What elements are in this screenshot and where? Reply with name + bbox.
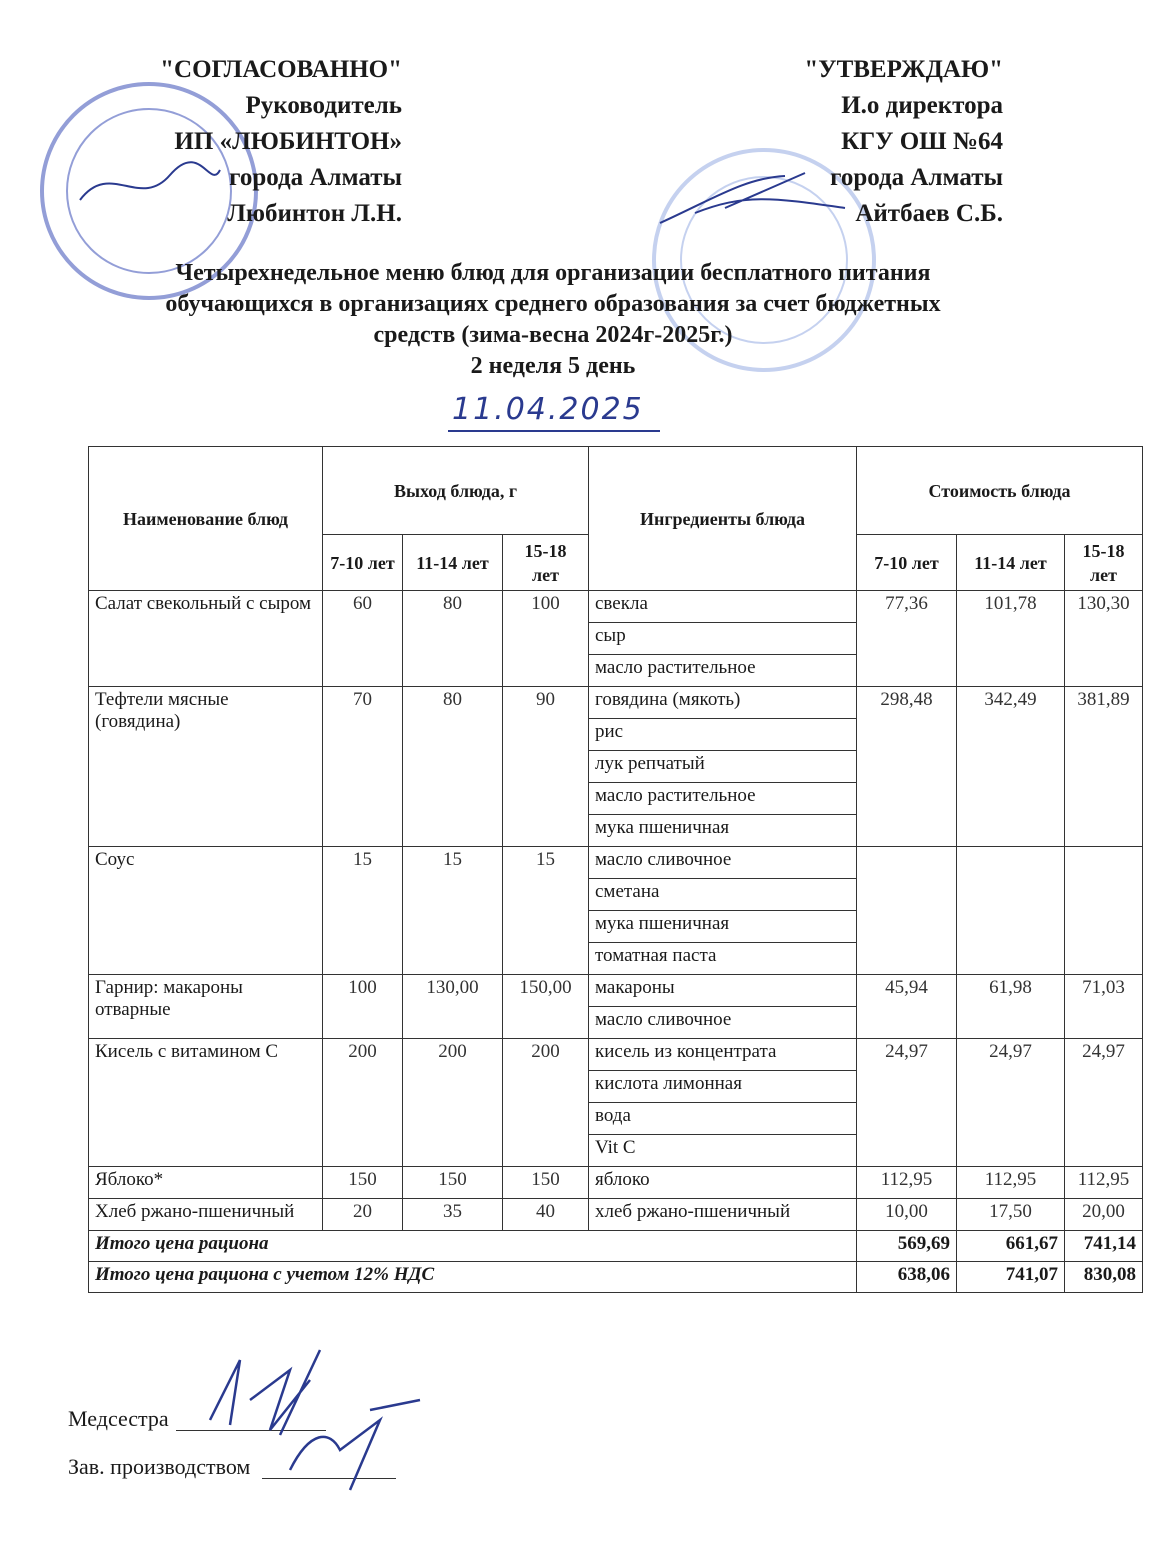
col-cost-age3: 15-18 лет bbox=[1065, 535, 1143, 591]
yield-age1: 70 bbox=[323, 687, 403, 847]
title-line: средств (зима-весна 2024г-2025г.) bbox=[373, 322, 733, 348]
cost-age1: 77,36 bbox=[857, 591, 957, 687]
ingredient: масло растительное bbox=[589, 655, 857, 687]
cost-age3: 130,30 bbox=[1065, 591, 1143, 687]
total-vat-cost-age1: 638,06 bbox=[857, 1262, 957, 1293]
dish-name: Кисель с витамином С bbox=[89, 1039, 323, 1167]
yield-age1: 150 bbox=[323, 1167, 403, 1199]
ingredient: масло сливочное bbox=[589, 1007, 857, 1039]
yield-age1: 15 bbox=[323, 847, 403, 975]
cost-age2: 101,78 bbox=[957, 591, 1065, 687]
dish-name: Хлеб ржано-пшеничный bbox=[89, 1199, 323, 1231]
nurse-label: Медсестра bbox=[68, 1406, 169, 1431]
ingredient: яблоко bbox=[589, 1167, 857, 1199]
left-org: ИП «ЛЮБИНТОН» bbox=[174, 128, 402, 155]
cost-age2 bbox=[957, 847, 1065, 975]
cost-age2: 342,49 bbox=[957, 687, 1065, 847]
title-line: Четырехнедельное меню блюд для организации бесплатного питания bbox=[175, 260, 931, 286]
right-name: Айтбаев С.Б. bbox=[855, 200, 1003, 227]
cost-age1 bbox=[857, 847, 957, 975]
ingredient: томатная паста bbox=[589, 943, 857, 975]
cost-age2: 112,95 bbox=[957, 1167, 1065, 1199]
total-vat-cost-age3: 830,08 bbox=[1065, 1262, 1143, 1293]
cost-age3 bbox=[1065, 847, 1143, 975]
cost-age1: 10,00 bbox=[857, 1199, 957, 1231]
right-city: города Алматы bbox=[830, 164, 1003, 191]
col-yield-age1: 7-10 лет bbox=[323, 535, 403, 591]
left-approval: "СОГЛАСОВАННО" bbox=[160, 56, 402, 83]
table-row bbox=[89, 1039, 1143, 1071]
cost-age2: 24,97 bbox=[957, 1039, 1065, 1167]
yield-age2: 80 bbox=[403, 591, 503, 687]
total-label: Итого цена рациона bbox=[89, 1231, 857, 1262]
ingredient: Vit C bbox=[589, 1135, 857, 1167]
total-cost-age1: 569,69 bbox=[857, 1231, 957, 1262]
title-line: обучающихся в организациях среднего образования за счет бюджетных bbox=[165, 291, 941, 317]
ingredient: сыр bbox=[589, 623, 857, 655]
totals bbox=[89, 1231, 1143, 1293]
yield-age2: 35 bbox=[403, 1199, 503, 1231]
col-cost-age2: 11-14 лет bbox=[957, 535, 1065, 591]
table-row bbox=[89, 975, 1143, 1007]
yield-age2: 150 bbox=[403, 1167, 503, 1199]
dish-name: Гарнир: макароны отварные bbox=[89, 975, 323, 1039]
total-row bbox=[89, 1231, 1143, 1262]
yield-age3: 90 bbox=[503, 687, 589, 847]
total-vat-label: Итого цена рациона с учетом 12% НДС bbox=[89, 1262, 857, 1293]
dish-name: Салат свекольный с сыром bbox=[89, 591, 323, 687]
yield-age3: 150,00 bbox=[503, 975, 589, 1039]
yield-age3: 150 bbox=[503, 1167, 589, 1199]
yield-age3: 100 bbox=[503, 591, 589, 687]
total-cost-age2: 661,67 bbox=[957, 1231, 1065, 1262]
ingredient: свекла bbox=[589, 591, 857, 623]
manager-signature bbox=[280, 1390, 440, 1500]
ingredient: хлеб ржано-пшеничный bbox=[589, 1199, 857, 1231]
cost-age2: 17,50 bbox=[957, 1199, 1065, 1231]
ingredient: кислота лимонная bbox=[589, 1071, 857, 1103]
ingredient: мука пшеничная bbox=[589, 911, 857, 943]
ingredient: мука пшеничная bbox=[589, 815, 857, 847]
right-position: И.о директора bbox=[841, 92, 1003, 119]
col-ingredients: Ингредиенты блюда bbox=[589, 447, 857, 591]
ingredient: масло сливочное bbox=[589, 847, 857, 879]
col-yield-age3: 15-18 лет bbox=[503, 535, 589, 591]
yield-age1: 200 bbox=[323, 1039, 403, 1167]
col-dish-name: Наименование блюд bbox=[89, 447, 323, 591]
ingredient: кисель из концентрата bbox=[589, 1039, 857, 1071]
col-yield: Выход блюда, г bbox=[323, 447, 589, 535]
cost-age1: 298,48 bbox=[857, 687, 957, 847]
ingredient: говядина (мякоть) bbox=[589, 687, 857, 719]
cost-age3: 381,89 bbox=[1065, 687, 1143, 847]
table-row bbox=[89, 1167, 1143, 1199]
ingredient: макароны bbox=[589, 975, 857, 1007]
ingredient: вода bbox=[589, 1103, 857, 1135]
col-cost-age1: 7-10 лет bbox=[857, 535, 957, 591]
right-signature bbox=[655, 168, 855, 228]
total-vat-row bbox=[89, 1262, 1143, 1293]
col-yield-age2: 11-14 лет bbox=[403, 535, 503, 591]
ingredient: рис bbox=[589, 719, 857, 751]
table-row bbox=[89, 591, 1143, 623]
dish-name: Яблоко* bbox=[89, 1167, 323, 1199]
dish-name: Тефтели мясные (говядина) bbox=[89, 687, 323, 847]
left-city: города Алматы bbox=[229, 164, 402, 191]
col-cost: Стоимость блюда bbox=[857, 447, 1143, 535]
right-org: КГУ ОШ №64 bbox=[841, 128, 1003, 155]
total-cost-age3: 741,14 bbox=[1065, 1231, 1143, 1262]
cost-age2: 61,98 bbox=[957, 975, 1065, 1039]
manager-label: Зав. производством bbox=[68, 1454, 251, 1479]
yield-age1: 100 bbox=[323, 975, 403, 1039]
table-row bbox=[89, 1199, 1143, 1231]
yield-age3: 200 bbox=[503, 1039, 589, 1167]
cost-age3: 112,95 bbox=[1065, 1167, 1143, 1199]
menu-table bbox=[88, 446, 1143, 1293]
yield-age2: 15 bbox=[403, 847, 503, 975]
cost-age3: 24,97 bbox=[1065, 1039, 1143, 1167]
total-vat-cost-age2: 741,07 bbox=[957, 1262, 1065, 1293]
left-signature bbox=[70, 150, 230, 220]
yield-age2: 130,00 bbox=[403, 975, 503, 1039]
table-row bbox=[89, 847, 1143, 879]
cost-age3: 20,00 bbox=[1065, 1199, 1143, 1231]
ingredient: лук репчатый bbox=[589, 751, 857, 783]
table-row bbox=[89, 687, 1143, 719]
cost-age1: 45,94 bbox=[857, 975, 957, 1039]
cost-age1: 112,95 bbox=[857, 1167, 957, 1199]
date-underline bbox=[448, 430, 660, 432]
cost-age3: 71,03 bbox=[1065, 975, 1143, 1039]
title-line: 2 неделя 5 день bbox=[470, 353, 636, 379]
ingredient: сметана bbox=[589, 879, 857, 911]
right-approval: "УТВЕРЖДАЮ" bbox=[804, 56, 1003, 83]
yield-age3: 40 bbox=[503, 1199, 589, 1231]
menu-body bbox=[89, 591, 1143, 1231]
yield-age2: 200 bbox=[403, 1039, 503, 1167]
yield-age1: 60 bbox=[323, 591, 403, 687]
ingredient: масло растительное bbox=[589, 783, 857, 815]
left-name: Любинтон Л.Н. bbox=[227, 200, 402, 227]
dish-name: Соус bbox=[89, 847, 323, 975]
yield-age1: 20 bbox=[323, 1199, 403, 1231]
yield-age3: 15 bbox=[503, 847, 589, 975]
yield-age2: 80 bbox=[403, 687, 503, 847]
handwritten-date: 11.04.2025 bbox=[452, 392, 644, 427]
cost-age1: 24,97 bbox=[857, 1039, 957, 1167]
document-title bbox=[60, 258, 1046, 382]
left-position: Руководитель bbox=[245, 92, 402, 119]
